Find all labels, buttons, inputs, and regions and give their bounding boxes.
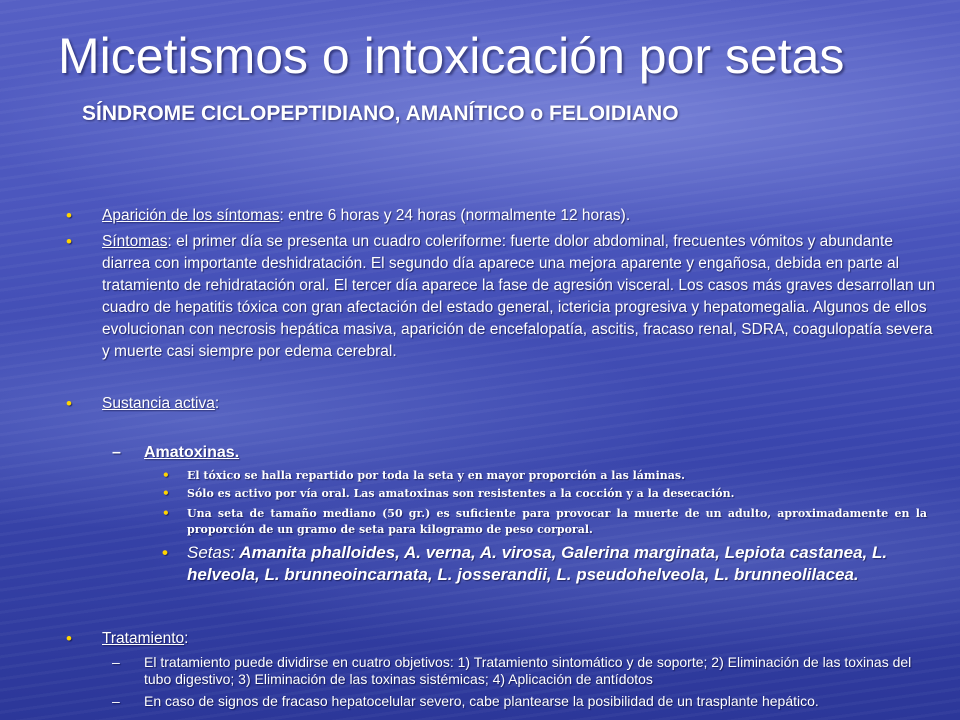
bullet-dot-icon: •: [66, 629, 72, 648]
bullet-dot-icon: •: [162, 506, 170, 520]
tratamiento-item: [112, 654, 932, 688]
bullet-tratamiento: [66, 628, 936, 650]
bullet-dot-icon: •: [162, 468, 170, 482]
bullet-aparicion: [66, 205, 936, 227]
tratamiento-label: Tratamiento: [102, 630, 185, 647]
bullet-dot-icon: •: [162, 486, 170, 500]
setas-species: Amanita phalloides, A. verna, A. virosa, Galerina marginata, Lepiota castanea, L. helveola, L. brunneoincarnata, L. josserandii, L. pseudohelveola, L. brunneolilacea.: [187, 543, 888, 584]
bullet-dot-icon: •: [66, 206, 72, 225]
slide-title: Micetismos o intoxicación por setas: [58, 28, 845, 84]
sub-item: [162, 468, 927, 484]
dash-marker: –: [112, 693, 120, 709]
sub-item-text: Sólo es activo por vía oral. Las amatoxinas son resistentes a la cocción y a la desecación.: [187, 487, 735, 500]
sub-item-text: El tóxico se halla repartido por toda la seta y en mayor proporción a las láminas.: [187, 469, 685, 482]
sustancia-text: :: [214, 395, 220, 412]
tratamiento-item-text: El tratamiento puede dividirse en cuatro objetivos: 1) Tratamiento sintomático y de soporte; 2) Eliminación de las toxinas del tubo digestivo; 3) Eliminación de las toxinas sistémicas; 4) Aplicación de antídotos: [144, 654, 912, 687]
bullet-dot-icon: •: [66, 394, 72, 413]
aparicion-text: : entre 6 horas y 24 horas (normalmente 12 horas).: [279, 207, 631, 224]
dash-marker: –: [112, 654, 120, 670]
slide-subtitle: SÍNDROME CICLOPEPTIDIANO, AMANÍTICO o FELOIDIANO: [82, 102, 679, 125]
tratamiento-item-text: En caso de signos de fracaso hepatocelular severo, cabe plantearse la posibilidad de un trasplante hepático.: [144, 693, 819, 709]
amatoxinas-heading: [112, 444, 932, 462]
sustancia-label: Sustancia activa: [102, 395, 215, 412]
bullet-dot-icon: •: [66, 232, 72, 251]
sub-item: [162, 486, 927, 502]
aparicion-label: Aparición de los síntomas: [102, 207, 280, 224]
sub-item-text: Una seta de tamaño mediano (50 gr.) es suficiente para provocar la muerte de un adulto, aproximadamente en la proporción de un gramo de seta para kilogramo de peso corporal.: [187, 507, 927, 536]
bullet-sustancia: [66, 393, 936, 415]
setas-label: Setas:: [187, 543, 236, 562]
sintomas-text: : el primer día se presenta un cuadro coleriforme: fuerte dolor abdominal, frecuentes vómitos y abundante diarrea con importante deshidratación. El segundo día aparece una mejora aparente y engañosa, debida en parte al tratamiento de rehidratación oral. El tercer día aparece la fase de agresión visceral. Los casos más graves desarrollan un cuadro de hepatitis tóxica con gran afectación del estado general, ictericia progresiva y hepatomegalia. Algunos de ellos evolucionan con necrosis hepática masiva, aparición de encefalopatía, ascitis, fracaso renal, SDRA, coagulopatía severa y muerte casi siempre por edema cerebral.: [102, 233, 936, 360]
dash-marker: –: [112, 444, 121, 461]
tratamiento-text: :: [184, 630, 189, 647]
sintomas-label: Síntomas: [102, 233, 168, 250]
tratamiento-item: [112, 693, 932, 710]
bullet-dot-icon: •: [162, 543, 168, 562]
amatoxinas-label: Amatoxinas.: [144, 444, 240, 461]
setas-item: [162, 542, 922, 586]
sub-item: [162, 506, 927, 538]
bullet-sintomas: [66, 231, 936, 363]
